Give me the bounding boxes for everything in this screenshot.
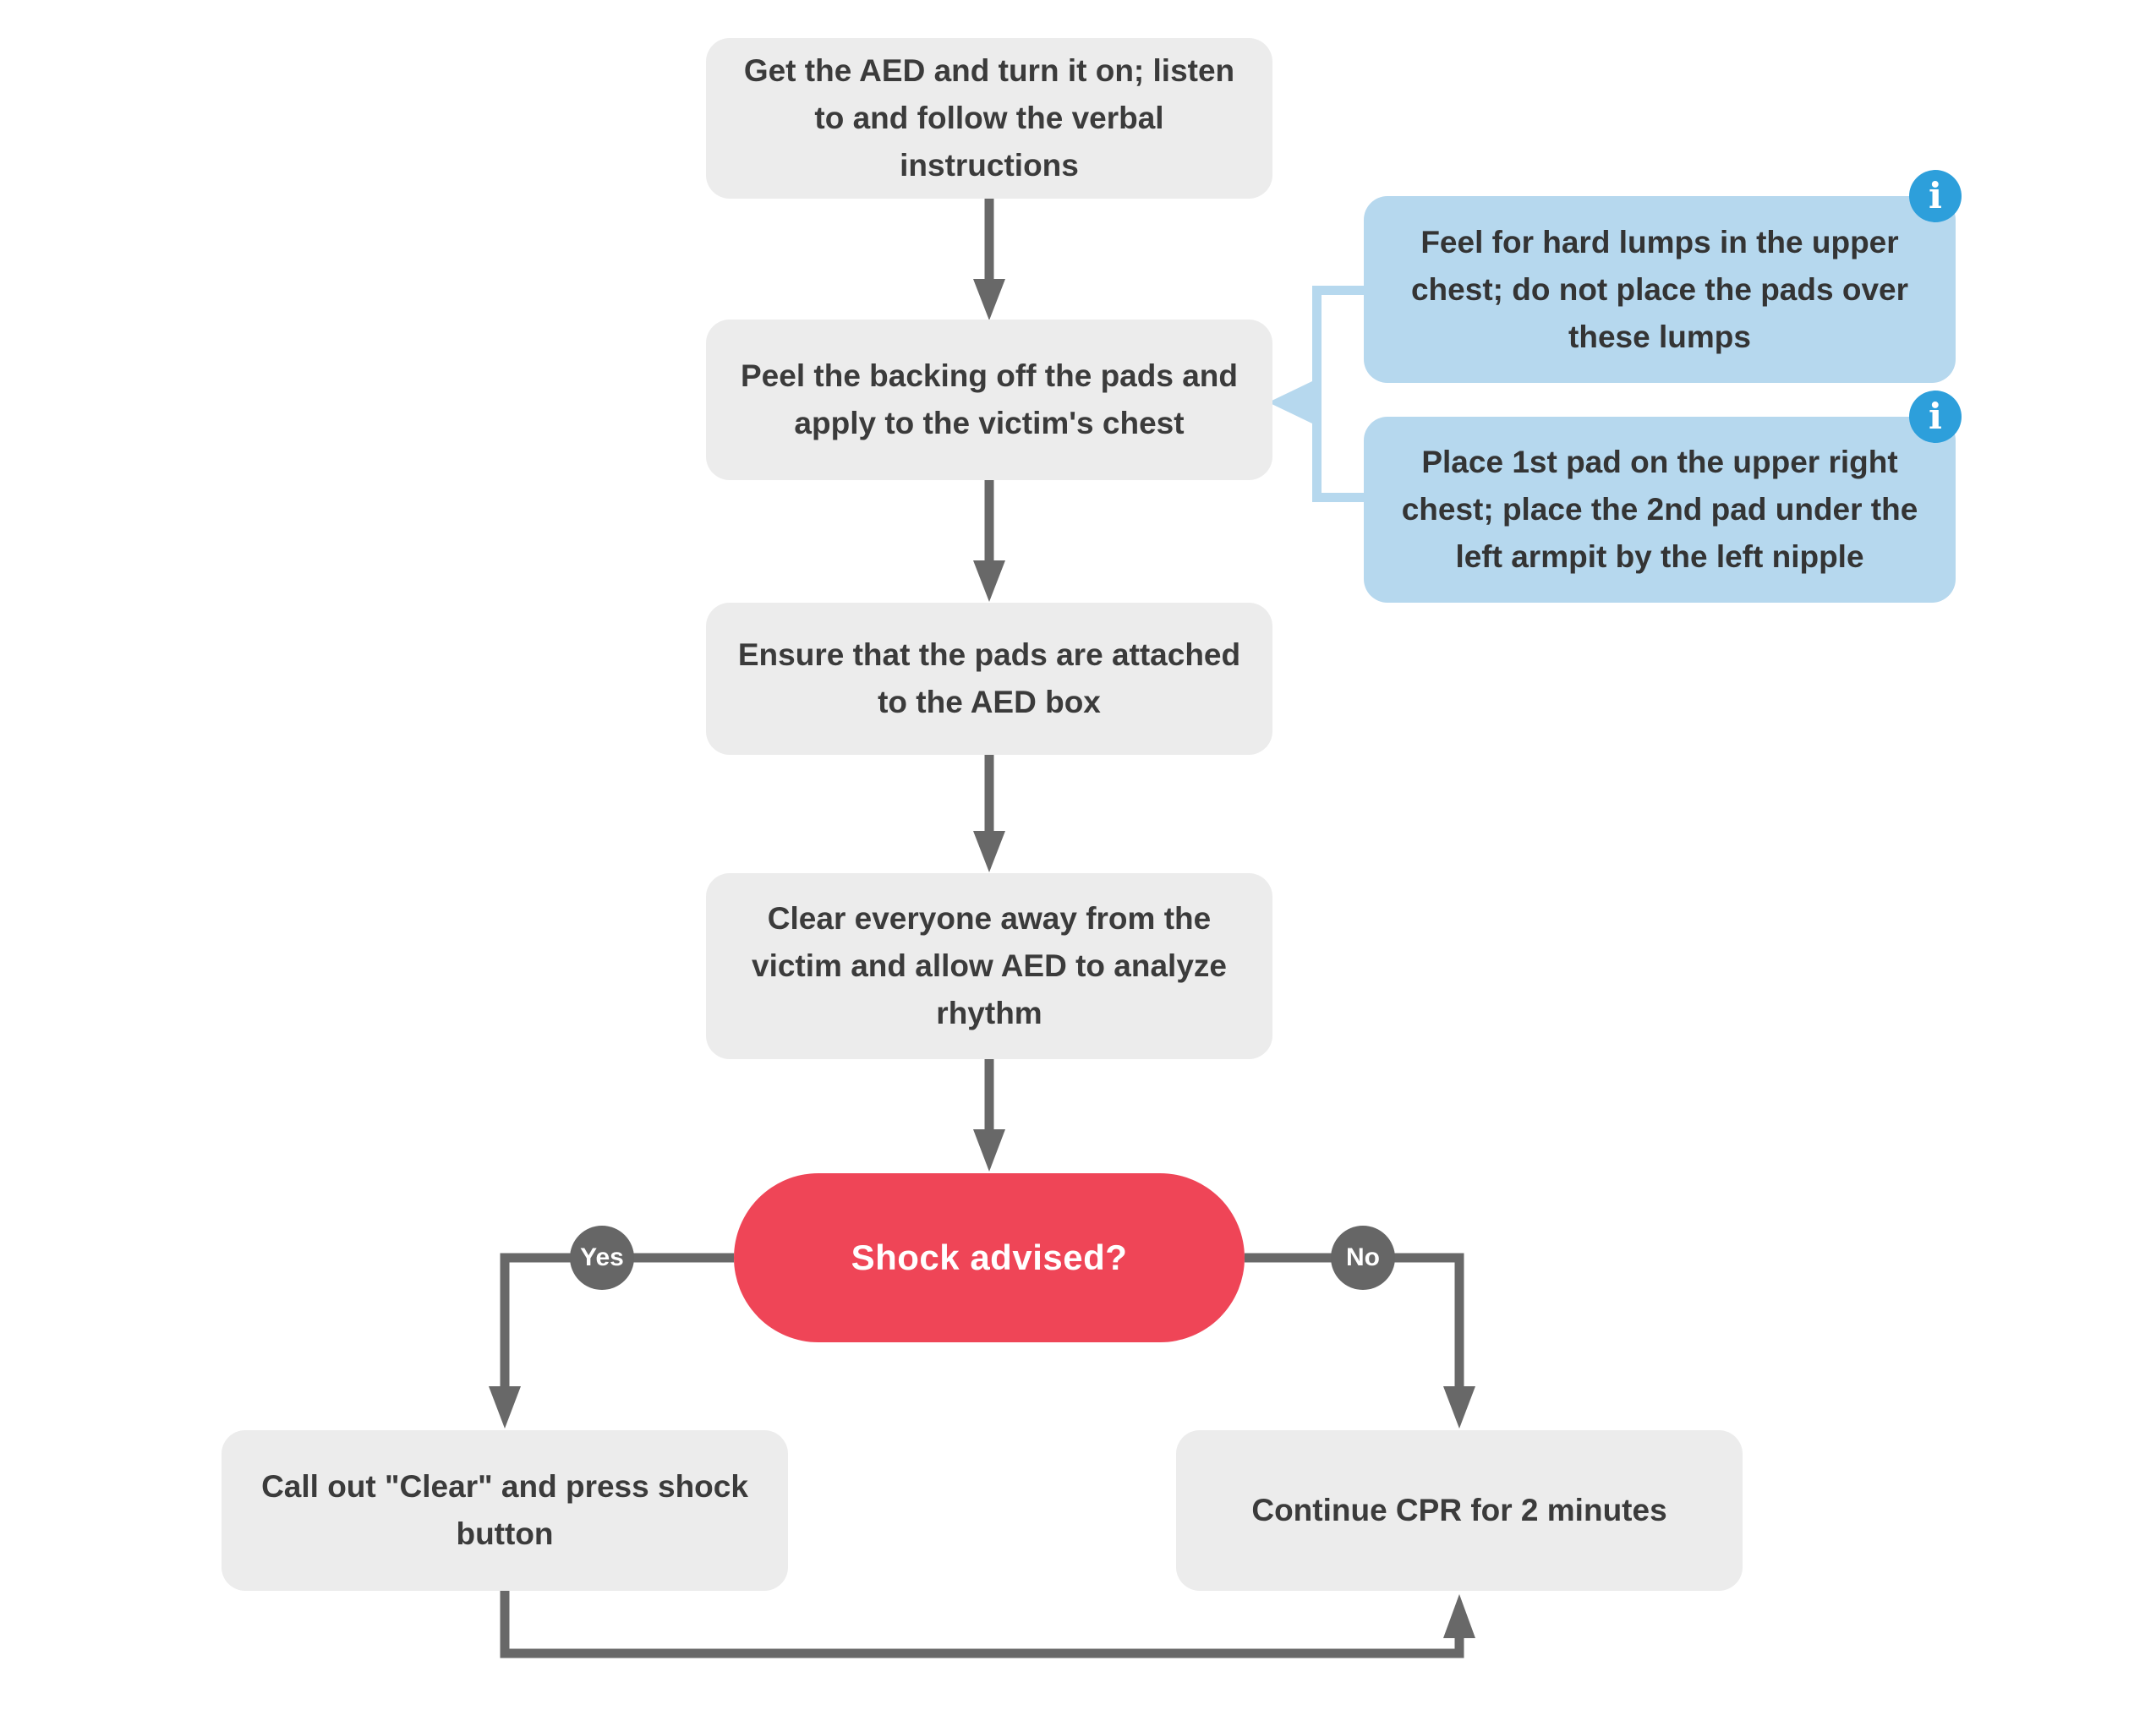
branch-label-no-text: No bbox=[1346, 1243, 1380, 1271]
info-icon-glyph: i bbox=[1929, 175, 1942, 216]
arrow-step3-step4 bbox=[973, 753, 1005, 872]
node-continue-cpr bbox=[1176, 1430, 1743, 1591]
callout-bracket bbox=[1268, 286, 1364, 502]
branch-label-no bbox=[1331, 1226, 1395, 1290]
node-apply-pads-text: Peel the backing off the pads and apply to the victim's chest bbox=[741, 358, 1238, 440]
callout-hard-lumps bbox=[1364, 196, 1956, 383]
arrow-step1-step2 bbox=[973, 196, 1005, 320]
node-continue-cpr-text: Continue CPR for 2 minutes bbox=[1251, 1493, 1667, 1527]
node-pads-attached bbox=[706, 603, 1272, 755]
node-shock-advised bbox=[734, 1173, 1245, 1342]
node-get-aed bbox=[706, 38, 1272, 199]
node-clear-analyze bbox=[706, 873, 1272, 1059]
node-pads-attached-text: Ensure that the pads are attached to the AED box bbox=[737, 637, 1241, 719]
branch-label-yes bbox=[570, 1226, 634, 1290]
node-apply-pads bbox=[706, 320, 1272, 480]
node-press-shock-text: Call out "Clear" and press shock button bbox=[261, 1469, 748, 1551]
arrow-step4-decision bbox=[973, 1057, 1005, 1172]
arrow-step2-step3 bbox=[973, 478, 1005, 602]
info-icon[interactable] bbox=[1909, 391, 1962, 443]
node-clear-analyze-text: Clear everyone away from the victim and allow AED to analyze rhythm bbox=[752, 901, 1227, 1030]
node-shock-advised-text: Shock advised? bbox=[851, 1237, 1128, 1277]
info-icon-glyph: i bbox=[1929, 396, 1942, 437]
callout-pad-placement bbox=[1364, 417, 1956, 603]
node-get-aed-text: Get the AED and turn it on; listen to and follow the verbal instructions bbox=[743, 53, 1235, 183]
info-icon[interactable] bbox=[1909, 170, 1962, 222]
callout-pad-placement-text: Place 1st pad on the upper right chest; place the 2nd pad under the left armpit by the left nipple bbox=[1401, 445, 1918, 574]
branch-label-yes-text: Yes bbox=[580, 1243, 624, 1271]
callout-hard-lumps-text: Feel for hard lumps in the upper chest; do not place the pads over these lumps bbox=[1410, 224, 1908, 354]
loop-back-connector bbox=[505, 1591, 1475, 1653]
node-press-shock bbox=[222, 1430, 788, 1591]
